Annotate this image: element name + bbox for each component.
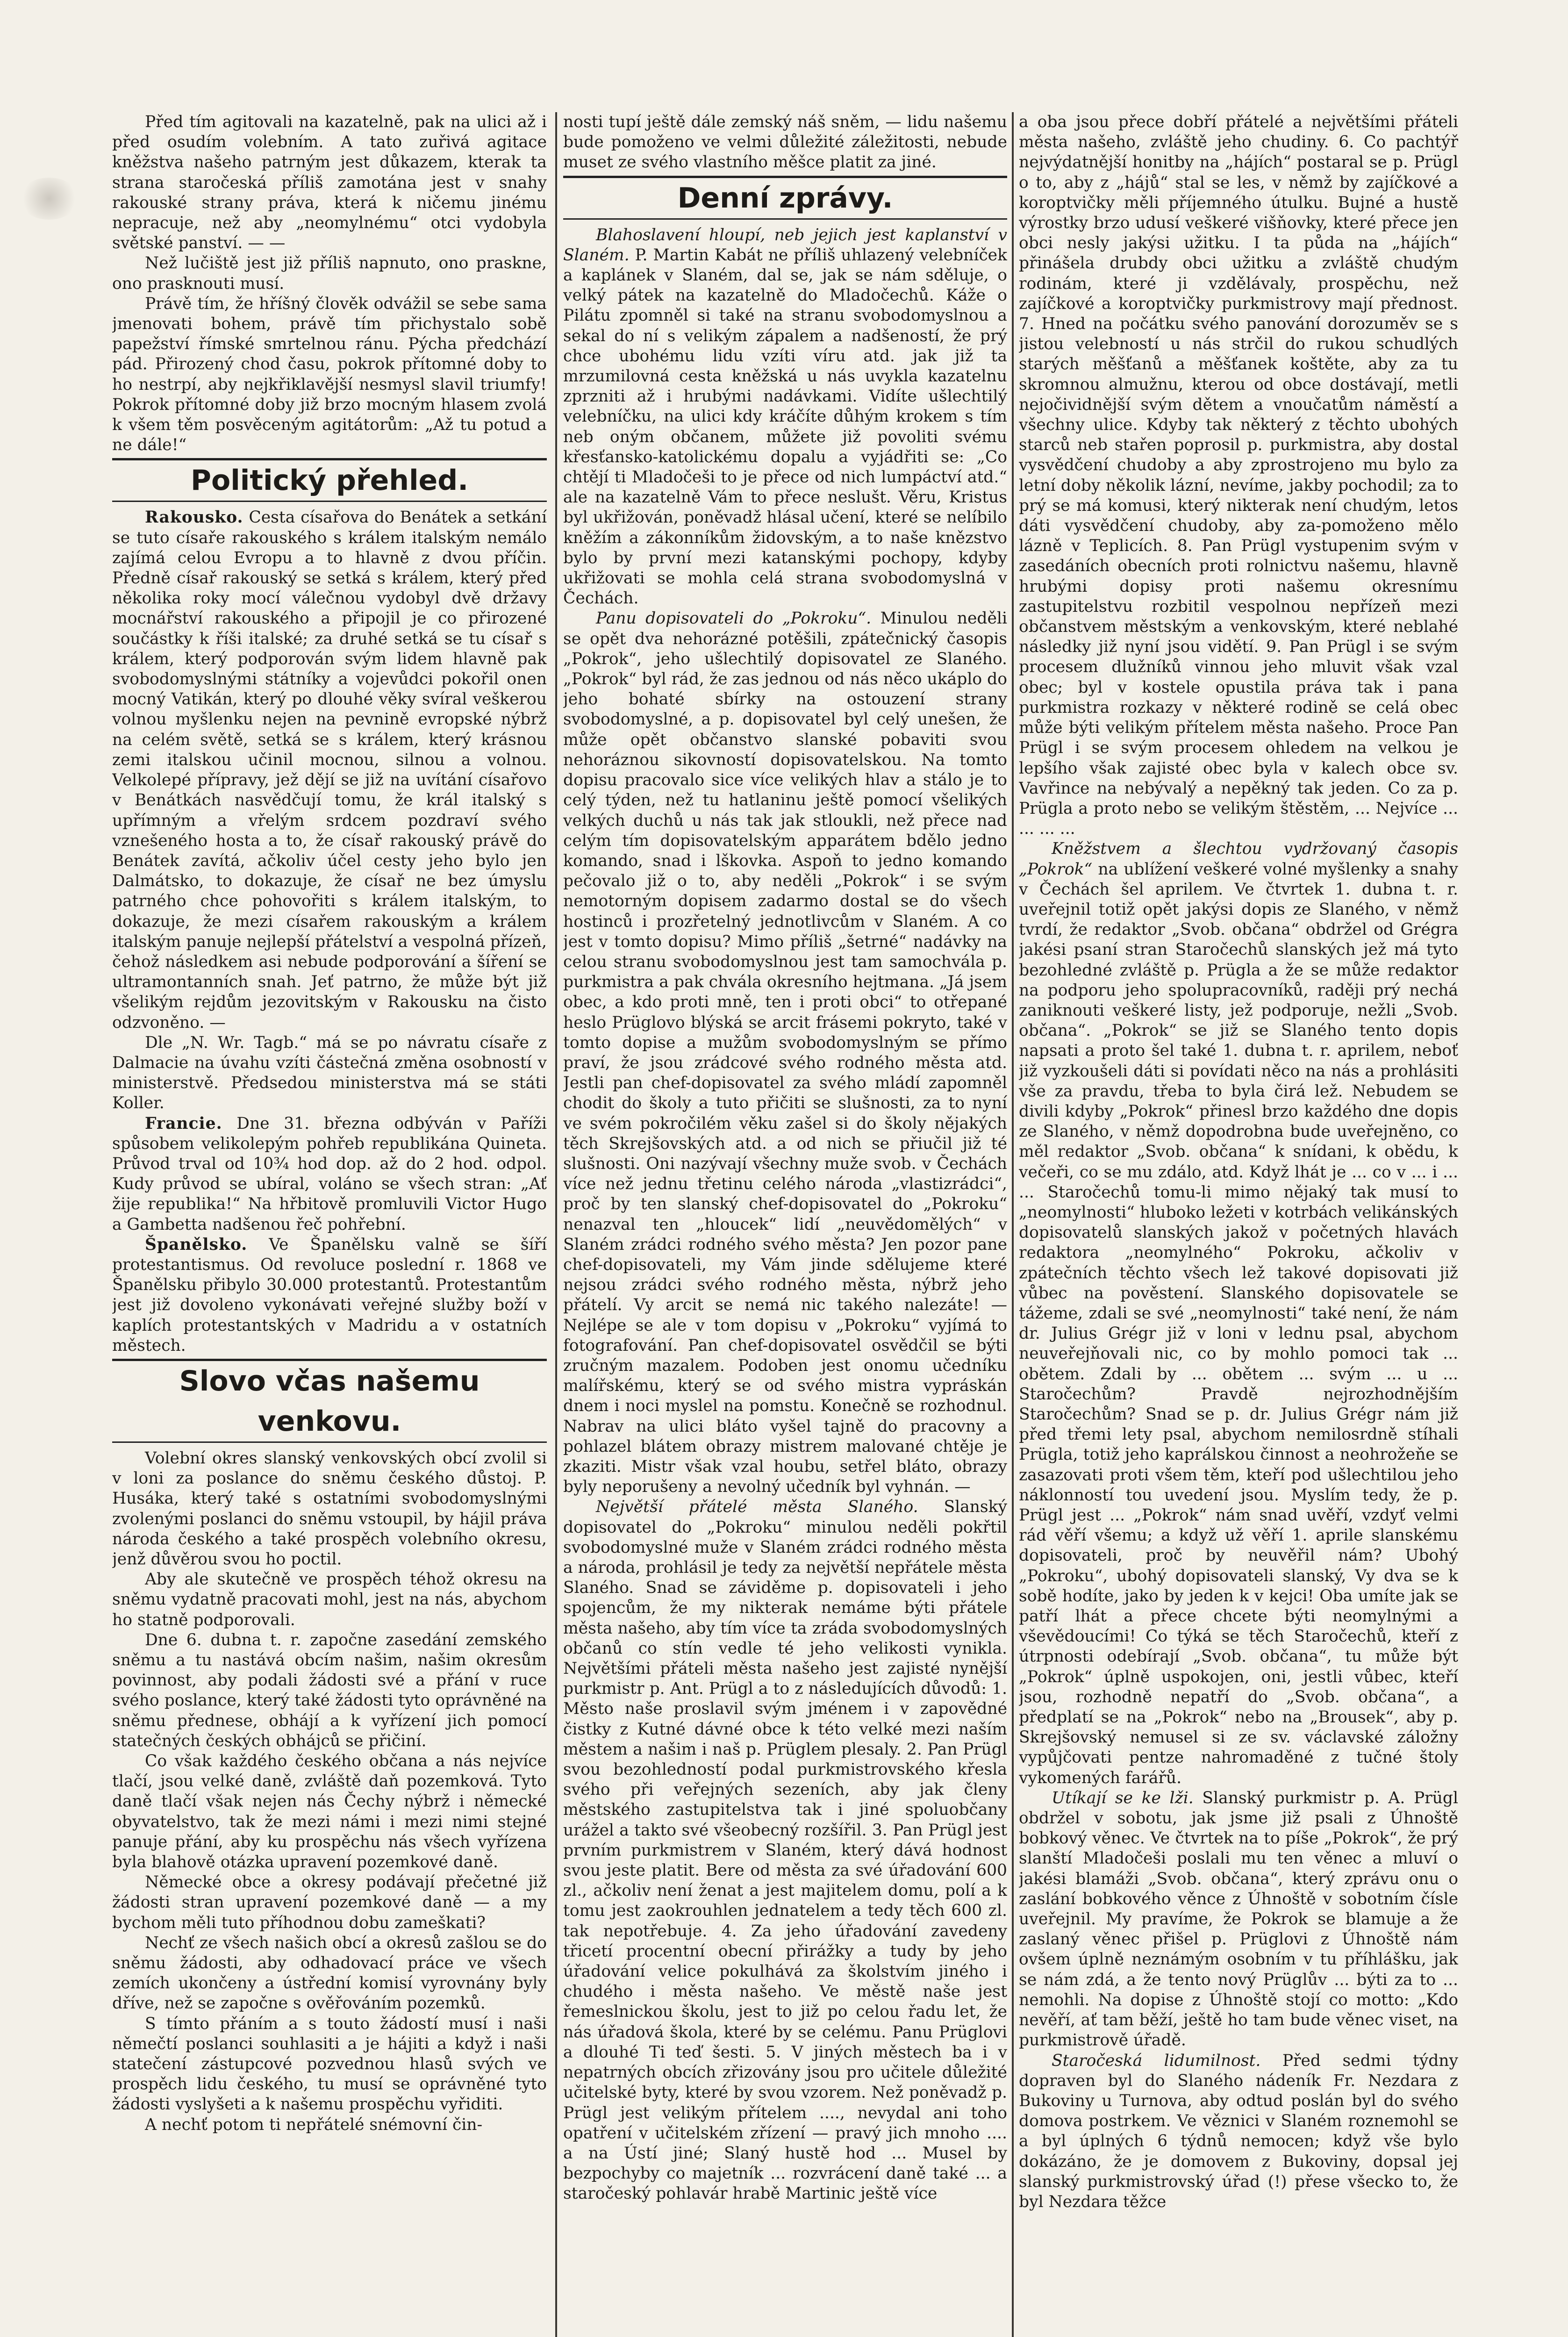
article-paragraph [112, 1114, 547, 1235]
paragraph-text: Slanský purkmistr p. A. Prügl obdržel v sobotu, jak jsme již psali z Úhnoště bobkový věnec. Ve čtvrtek na to píše „Pokrok“, že prý slanští Mladočeši poslali mu ten věnec a mluví o jakési blamáži „Svob. občana“, který zprávu onu o zaslání bobkového věnce z Úhnoště v sobotním čísle uveřejnil. My pravíme, že Pokrok se blamuje a že zaslaný věnec přišel p. Prüglovi z Úhnoště nám ovšem úplně neznámým osobním v tu příhlášku, jak se nám zdá, a že tento nový Prüglův ... býti za to ... nemohli. Na dopise z Úhnoště stojí co motto: „Kdo nevěří, ať tam běží, ještě ho tam bude věnec viset, na purkmistrově úřadě. [1019, 1788, 1458, 2050]
paragraph-text: Než lučiště jest již příliš napnuto, ono praskne, ono prasknouti musí. [112, 254, 547, 293]
article-paragraph [112, 1751, 547, 1872]
paragraph-text: S tímto přáním a s touto žádostí musí i naši němečtí poslanci souhlasiti a je hájiti a když i naši statečení zástupcové pozvednou hlasů svých ve prospěch lidu českého, tu musí se oprávněné tyto žádosti vyslyšeti a k našemu prospěchu vyřiditi. [112, 2014, 547, 2114]
article-paragraph [112, 1630, 547, 1751]
country-label: Rakousko. [145, 508, 243, 527]
article-paragraph [112, 1448, 547, 1570]
article-lead-italic: Blahoslavení hloupí, neb jejich jest kaplanství v Slaném. [563, 225, 1007, 265]
paragraph-text: Dne 6. dubna t. r. započne zasedání zemského sněmu a tu nastává obcím našim, našim okresům povinnost, aby podali žádosti své a přání v ruce svého poslance, který také žádosti tyto oprávněné na sněmu přednese, obhájí a k vyřízení jich pomocí statečných českých obhájců se přičiní. [112, 1630, 547, 1750]
column-left [112, 112, 547, 2337]
article-paragraph [112, 1933, 547, 2014]
column-right [1019, 112, 1458, 2337]
paragraph-text: Slanský dopisovatel do „Pokroku“ minulou neděli pokřtil svobodomyslné muže v Slaném zrádci rodného města a národa, prohlásil je tedy za největší nepřátele města Slaného. Snad se záviděme p. dopisovateli i jeho spojencům, že my nikterak nemáme býti přátele města našeho, aby tím více ta zráda svobodomyslných občanů co stín vedle té jeho velikosti vynikla. Největšími přáteli města našeho jest zajisté nynější purkmistr p. Ant. Prügl a to z následujících důvodů: 1. Město naše proslavil svým jménem i v zapovědné čistky z Kutné dávné obce k této velké mezi naším městem a našim i naš p. Prüglem plesaly. 2. Pan Prügl svou bezohledností podal purkmistrovského křesla svého při veřejných sezeních, aby jak členy městského zastupitelstva tak i jiné spoluobčany urážel a takto své všeobecný rozšířil. 3. Pan Prügl jest prvním purkmistrem v Slaném, který dává hodnost svou jeste platit. Bere od města za své úřadování 600 zl., ačkoliv není ženat a jest majitelem domu, polí a k tomu jest zaokrouhlen jednatelem a tedy těch 600 zl. tak nepotřebuje. 4. Za jeho úřadování zavedeny třicetí procentní obecní přirážky a tudy by jeho úřadování velice pokulhává za školstvím jiného i chudého i města našeho. Ve městě naše jest řemeslnickou školu, jest to již po celou řadu let, že nás úřadová škola, které by se celému. Panu Prüglovi a dlouhé Ti teď šesti. 5. V jiných městech ba i v nepatrných obcích zřizovány jsou pro učitele důležité učitelské byty, které by svou vzorem. Než poněvadž p. Prügl jest velikým přítelem ...., nevydal ani toho opatření v učitelském zřízení — pravý jich mnoho .... a na Ústí jiné; Slaný hustě hod ... Musel by bezpochyby co majetník ... rozvrácení daně také ... a staročeský pohlavár hrabě Martinic ještě více [563, 1498, 1007, 2203]
paragraph-text: Cesta císařova do Benátek a setkání se tuto císaře rakouského s králem italským nemálo zajímá celou Evropu a to hlavně z dvou příčin. Předně císař rakouský se setká s králem, který před několika roky mocí válečnou vydobyl dvě državy mocnářství rakouského a připojil je co přirozené součástky k říši italské; za druhé setká se tu císař s králem, který podporován svým lidem hlavně pak svobodomyslnými státníky a vojevůdci pokořil onen mocný Vatikán, který po dlouhé věky svíral veškerou volnou myšlenku nejen na pevnině evropské nýbrž na celém světě, setká se s králem, který krásnou zemi italskou učinil mocnou, silnou a volnou. Velkolepé přípravy, jež dějí se již na uvítání císařovo v Benátkách nasvědčují tomu, že král italský s upřímným a vřelým srdcem pozdraví svého vznešeného hosta a to, že císař rakouský právě do Benátek zavítá, ačkoliv účel cesty jeho bylo jen Dalmátsko, to dokazuje, že císař ne bez úmyslu patrného chce pohovořiti s králem italským, to dokazuje, že mezi císařem rakouským a králem italským panuje nejlepší přátelství a vespolná přízeň, čehož následkem asi nebude podporování a šíření se ultramontanních snah. Jeť patrno, že může být již všelikým rejdům jezovitským v Rakousku na čisto odzvoněno. — [112, 508, 547, 1032]
article-lead-italic: Panu dopisovateli do „Pokroku“. [596, 609, 872, 628]
article-paragraph [112, 2014, 547, 2115]
column-rule-right [1012, 112, 1014, 2337]
column-rule-left [555, 112, 557, 2337]
article-paragraph [112, 1033, 547, 1114]
article-paragraph [112, 112, 547, 253]
article-paragraph [112, 1570, 547, 1630]
article-lead-italic: Utíkají se ke lži. [1052, 1788, 1194, 1807]
article-paragraph [1019, 839, 1458, 1788]
paragraph-text: na ublížení veškeré volné myšlenky a snahy v Čechách šel aprilem. Ve čtvrtek 1. dubna t. r. uveřejnil totiž opět jakýsi dopis ze Slaného, v němž tvrdí, že redaktor „Svob. občana“ obdržel od Grégra jakési psaní stran Staročechů slanských jež má tyto bezohledné zvláště p. Prügla a že se může redaktor na podporu jeho spolupracovníků, raději prý nechá zaniknouti veškeré listy, jež podporuje, nežli „Svob. občana“. „Pokrok“ se již se Slaného tento dopis napsati a proto šel také 1. dubna t. r. aprilem, neboť již vyzkoušeli dáti si povídati něco na nás a prohlásiti vše za pravdu, třeba to byla čirá lež. Nebudem se divili kdyby „Pokrok“ přinesl brzo každého dne dopis ze Slaného, v němž dopodrobna bude uveřejněno, co měl redaktor „Svob. občana“ k snídani, k obědu, k večeři, co se mu zdálo, atd. Když lhát je ... co v ... i ... ... Staročechů tomu-li mimo nějaký tak musí to „neomylnosti“ hluboko ležeti v kotrbách velikánských dopisovatelů slanských jakož v početných hlavách redaktora „neomylného“ Pokroku, ačkoliv v zpátečních těchto všech lež takové dopisovati již vůbec na pověstení. Slanského dopisovatele se tážeme, zdali se své „neomylnosti“ také není, že nám dr. Julius Grégr již v loni v lednu psal, abychom neuveřejňovali nic, co by mohlo pomoci tak ... obětem. Zdali by ... obětem ... svým ... u ... Staročechům? Pravdě nejrozhodnějším Staročechům? Snad se p. dr. Julius Grégr nám již před třemi lety psal, abychom nemilosrdně stíhali Prügla, totiž jeho kaprálskou činnost a neohrožeňe se zasazovati proti všem těm, kteří pod ušlechtilou jeho náklonností tou uvedení jsou. Myslím tedy, že p. Prügl jest ... „Pokrok“ nám snad uvěří, vzdyť velmi rád věří všemu; a když už věří 1. aprile slanskému dopisovateli, proč by neuvěřil nám? Ubohý „Pokroku“, ubohý dopisovateli slanský, Vy dva se k sobě hodíte, jako by jeden k v kejci! Oba umíte jak se patří lhát a přece chcete býti neomylnými a vševědoucími! Co týká se těch Staročechů, kteří z útrpnosti odebírají „Svob. občana“, tu může být „Pokrok“ úplně uspokojen, oni, jestli vůbec, kteří jsou, rozhodně nepatří do „Svob. občana“, a předplatí se na „Pokrok“ nebo na „Brousek“, aby p. Skrejšovský nemusel si ze sv. václavské záložny vypůjčovati pentze nahromaděné z tučné štoly vykomených farářů. [1019, 860, 1458, 1787]
country-label: Španělsko. [145, 1235, 248, 1254]
article-paragraph [112, 294, 547, 456]
paragraph-text: Dne 31. března odbýván v Paříži spůsobem velikolepým pohřeb republikána Quineta. Průvod trval od 10¾ hod dop. až do 2 hod. odpol. Kudy průvod se ubíral, voláno se všech stran: „Ať žije republika!“ Na hřbitově promluvili Victor Hugo a Gambetta nadšenou řeč pohřební. [112, 1114, 547, 1234]
article-paragraph [112, 2115, 547, 2135]
article-paragraph [563, 609, 1007, 1497]
paragraph-text: Nechť ze všech našich obcí a okresů zašlou se do sněmu žádosti, aby odhadovací práce ve všech zemích ukončeny a ústřední komisí vyrovnány byly dříve, než se započne s ověřováním pozemků. [112, 1933, 547, 2013]
article-lead-italic: Kněžstvem a šlechtou vydržovaný časopis „Pokrok“ [1019, 839, 1458, 879]
paragraph-text: Dle „N. Wr. Tagb.“ má se po návratu císaře z Dalmacie na úvahu vzíti částečná změna osobností v ministerstvě. Předsedou ministerstva má se státi Koller. [112, 1033, 547, 1113]
paragraph-text: Aby ale skutečně ve prospěch téhož okresu na sněmu vydatně pracovati mohl, jest na nás, abychom ho statně podporovali. [112, 1570, 547, 1629]
paragraph-text: Před tím agitovali na kazatelně, pak na ulici až i před osudím volebním. A tato zuřivá agitace kněžstva našeho patrným jest důkazem, kterak ta strana staročeská příliš zamotána jest v snahy rakouské strany práva, která k ničemu jinému nepracuje, než aby „neomylnému“ otci vydobyla světské panství. — — [112, 113, 547, 253]
article-paragraph [1019, 1788, 1458, 2051]
article-paragraph [112, 1872, 547, 1933]
paragraph-text: P. Martin Kabát ne příliš uhlazený velebníček a kaplánek v Slaném, dal se, jak se nám sděluje, o velký pátek na kazatelně do Mladočechů. Káže o Pilátu zpomněl si také na stranu svobodomyslnou a sekal do ní s velikým zápalem a nadšeností, že prý chce ubohému lidu vzíti víru atd. jak již ta mrzumilovná cesta kněžská u nás uvykla kazatelnu zprzniti až i hrubými nadávkami. Vidíte ušlechtilý velebníčku, na ulici kdy kráčíte důhým krokem s tím neb oným občanem, můžete již povoliti svému křesťansko-katolickému dopalu a vyjádřiti se: „Co chtějí ti Mladočeši to je přece od nich lumpáctví atd.“ ale na kazatelně Vám to přece neslušt. Věru, Kristus byl ukřižován, poněvadž hlásal učení, které se nelíbilo kněžím a zákonníkům židovským, a to naše knězstvo bylo by první mezi katanskými pochopy, kdyby ukřižovati se mohla celá strana svobodomyslná v Čechách. [563, 245, 1007, 608]
article-lead-italic: Největší přátelé města Slaného. [596, 1498, 918, 1517]
article-paragraph [563, 112, 1007, 173]
article-paragraph [1019, 2051, 1458, 2213]
paragraph-text: Minulou neděli se opět dva nehorázné potěšili, zpátečnický časopis „Pokrok“, jeho ušlechtilý dopisovatel ze Slaného. „Pokrok“ byl rád, že zas jednou od nás něco ukáplo do jeho bohaté sbírky na ostouzení strany svobodomyslné, a p. dopisovatel byl celý unešen, že může opět občanstvo slanské pobaviti svou nehoráznou sikovností dopisovatelskou. Na tomto dopisu pracovalo sice více velikých hlav a stálo je to celý týden, než tu hatlaninu ještě pomocí všelikých velkých duchů u nás tak jak stloukli, než přece nad celým tím dopisovatelským apparátem bdělo jedno komando, snad i lškovka. Aspoň to jedno komando pečovalo již o to, aby neděli „Pokrok“ i se svým nemotorným dopisem zadarmo dostal se do všech hostinců i prozřetelný jednotlivcům v Slaném. A co jest v tomto dopisu? Mimo příliš „šetrné“ nadávky na celou stranu svobodomyslnou jest tam samochvála p. purkmistra a pak chvála okresního hejtmana. „Já jsem obec, a kdo proti mně, ten i proti obci“ to otřepané heslo Prüglovo blýská se arcit frásemi pokryto, také v tomto dopise a mužům svobodomyslným se přímo praví, že jsou zrádcové svého rodného města atd. Jestli pan chef-dopisovatel za svého mládí zapomněl chodit do školy a tuto přičiti se slušnosti, za to nyní ve svém pokročilém věku zašel si do školy nějakých těch Skrejšovských atd. a od nich se přiučil již té slušnosti. Oni nazývají všechny muže svob. v Čechách více než jednu třetinu celého národa „vlastizrádci“, proč by ten slanský chef-dopisovatel do „Pokroku“ nenazval ten „hloucek“ lidí „neuvědomělých“ v Slaném zrádci rodného svého města? Jen pozor pane chef-dopisovateli, my Vám jinde sdělujeme které nejsou zrádci svého rodného města, nýbrž jeho přátelí. Vy arcit se nemá nic takého nalezáte! — Nejlépe se ale v tom dopisu v „Pokroku“ vyjímá to fotografování. Pan chef-dopisovatel osvědčil se býti zručným mazalem. Podoben jest onomu učedníku malířskému, který se od svého mistra vypráskán dnem i noci myslel na pomstu. Konečně se rozhodnul. Nabrav na ulici bláto vyšel tajně do pracovny a pohlazel blátem obrazy mistrem malované chtěje je zkaziti. Mistr však vzal houbu, setřel bláto, obrazy byly neporušeny a nevolný učedník byl vyhnán. — [563, 609, 1007, 1497]
paragraph-text: nosti tupí ještě dále zemský náš sněm, — lidu našemu bude pomoženo ve velmi důležité záležitosti, nebude muset ze svého vlastního měšce platit za jiné. [563, 113, 1007, 172]
paper-stain [19, 178, 79, 220]
paragraph-text: Německé obce a okresy podávají přečetné již žádosti stran upravení pozemkové daně — a my bychom měli tuto příhodnou dobu zameškati? [112, 1873, 547, 1932]
article-paragraph [563, 225, 1007, 609]
section-heading: Slovo včas našemu venkovu. [112, 1359, 547, 1443]
article-lead-italic: Staročeská lidumilnost. [1052, 2051, 1261, 2070]
paragraph-text: A nechť potom ti nepřátelé snémovní čin- [145, 2115, 483, 2134]
paragraph-text: Ve Španělsku valně se šíří protestantismus. Od revoluce poslední r. 1868 ve Španělsku přibylo 30.000 protestantů. Protestantům jest již dovoleno vykonávati veřejné služby boží v kaplích protestantských v Madridu a v ostatních městech. [112, 1235, 547, 1355]
paragraph-text: a oba jsou přece dobří přátelé a největšími přáteli města našeho, zvláště jeho chudiny. 6. Co pachtýř nejvýdatnější honitby na „hájích“ postaral se p. Prügl o to, aby z „hájů“ stal se les, v němž by zajíčkové a koroptvičky měli příjemného útulku. Bujné a hustě výrostky brzo udusí veškeré višňovky, které přece jen obci nesly jakýsi užitku. I ta půda na „hájích“ přinášela drubdy obci užitku a zvláště chudým rodinám, které ji vzdělávaly, prospěchu, než zajíčkové a koroptvičky purkmistrovy mají přednost. 7. Hned na počátku svého panování dorozuměv se s jistou velebností u nás strčil do rukou schudlých starých měšťanů a měšťanek koštěte, aby za tu skromnou almužnu, kterou od obce dostávají, metli nejočividnější svým dětem a vnoučatům náměstí a všechny ulice. Kdyby tak některý z těchto ubohých starců neb stařen poprosil p. purkmistra, aby dostal vysvědčení chudoby a aby zprostrojeno mu bylo za letní doby několik lázní, nevíme, jakby pochodil; za to prý se má komusi, který nikterak není chudým, letos dáti vysvědčení chudoby, aby za-pomoženo mělo lázně v Teplicích. 8. Pan Prügl vystupenim svým v zasedáních obecních proti rolnictvu našemu, hlavně hrubými dopisy proti našemu okresnímu zastupitelstvu rozbitil vespolnou nepřízeň mezi občanstvem městským a venkovským, které neblahé následky již nyní jsou vidětí. 9. Pan Prügl i se svým procesem dlužníků vinnou jeho mluvit však vzal obec; byl v kostele opustila práva tak i pana purkmistra rozkazy v některé rodině se celá obec může býti velikým přítelem města našeho. Proce Pan Prügl i se svým procesem ohledem na velkou je lepšího však zajisté obec byla v kalech obce sv. Vavřince na nebývalý a nepěkný tak jeden. Co za p. Prügla a proto nebo se velikým štěstěm, ... Nejvíce ... ... ... ... [1019, 113, 1458, 839]
paragraph-text: Volební okres slanský venkovských obcí zvolil si v loni za poslance do sněmu českého důstoj. P. Husáka, který také s ostatními svobodomyslnými zvolenými poslanci do sněmu vstoupil, by hájil práva národa českého a také prospěch volebního okresu, jenž důvěrou svou ho poctil. [112, 1448, 547, 1569]
article-paragraph [112, 253, 547, 294]
article-paragraph [112, 1235, 547, 1356]
paragraph-text: Právě tím, že hříšný člověk odvážil se sebe sama jmenovati bohem, právě tím přichystalo sobě papežství římské smrtelnou ránu. Pýcha předchází pád. Přirozený chod času, pokrok přítomné doby to ho nestrpí, aby nejkřiklavější nesmysl slavil triumfy! Pokrok přítomné doby již brzo mocným hlasem zvolá k všem těm posvěceným agitátorům: „Až tu potud a ne dále!“ [112, 294, 547, 455]
article-paragraph [563, 1497, 1007, 2204]
country-label: Francie. [145, 1114, 222, 1133]
section-heading: Denní zprávy. [563, 176, 1007, 220]
paragraph-text: Co však každého českého občana a nás nejvíce tlačí, jsou velké daně, zvláště daň pozemková. Tyto daně tlačí však nejen nás Čechy nýbrž i německé obyvatelstvo, tak že mezi námi i mezi nimi stejné panuje přání, aby ku prospěchu nás všech vyřízena byla blahově otázka upravení pozemkové daně. [112, 1752, 547, 1872]
column-middle [563, 112, 1007, 2337]
section-heading: Politický přehled. [112, 458, 547, 502]
article-paragraph [1019, 112, 1458, 839]
paragraph-text: Před sedmi týdny dopraven byl do Slaného nádeník Fr. Nezdara z Bukoviny u Turnova, aby odtud poslán byl do svého domova postrkem. Ve věznici v Slaném roznemohl se a byl úplných 6 týdnů nemocen; když vše bylo dokázáno, že je domovem z Bukoviny, dopsal jej slanský purkmistrovský úřad (!) přese všecko to, že byl Nezdara těžce [1019, 2051, 1458, 2211]
article-paragraph [112, 508, 547, 1032]
